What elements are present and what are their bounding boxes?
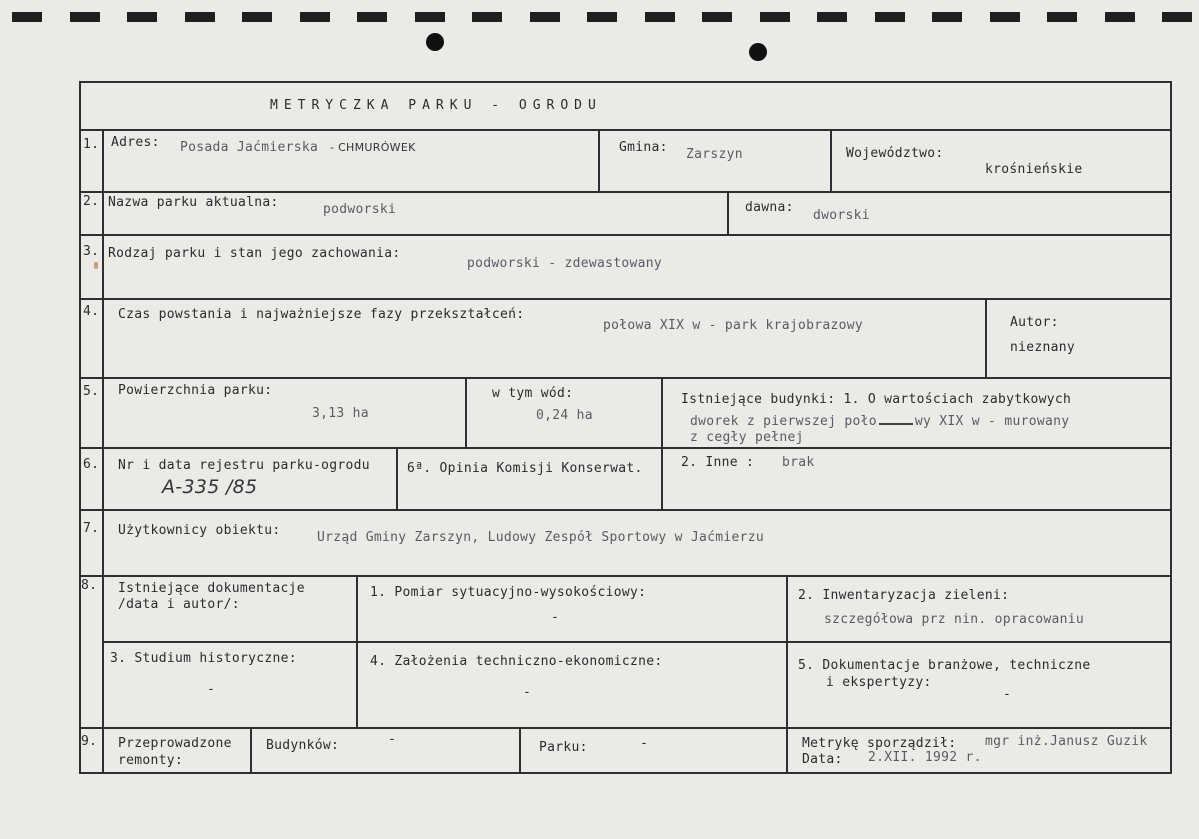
perforation-mark — [760, 12, 790, 22]
row-number: 4. — [83, 304, 100, 319]
greenery-value: szczegółowa prz nin. opracowaniu — [824, 612, 1085, 627]
registry-handwritten-value: A-335 /85 — [162, 476, 258, 498]
perforation-mark — [185, 12, 215, 22]
documentation-label: Istniejące dokumentacje — [118, 581, 305, 596]
row-number: 2. — [83, 194, 100, 209]
survey-label: 1. Pomiar sytuacyjno-wysokościowy: — [370, 585, 647, 600]
perforation-mark — [242, 12, 272, 22]
park-name-label: Nazwa parku aktualna: — [108, 195, 279, 210]
water-value: 0,24 ha — [536, 408, 593, 423]
perforation-mark — [300, 12, 330, 22]
park-type-label: Rodzaj parku i stan jego zachowania: — [108, 246, 401, 261]
sector-docs-label-2: i ekspertyzy: — [826, 675, 932, 690]
technical-assumptions-value: - — [523, 685, 532, 700]
perforation-mark — [932, 12, 962, 22]
stain-mark — [94, 262, 98, 269]
park-name-value: podworski — [323, 202, 397, 217]
gmina-label: Gmina: — [619, 140, 668, 155]
renovations-label-2: remonty: — [118, 753, 184, 768]
users-value: Urząd Gminy Zarszyn, Ludowy Zespół Sportowy w Jaćmierzu — [317, 530, 764, 545]
park-renovation-label: Parku: — [539, 740, 588, 755]
address-handwritten: - CHMURÓWEK — [330, 141, 416, 154]
park-type-value: podworski - zdewastowany — [467, 256, 663, 271]
buildings-renovation-label: Budynków: — [266, 738, 340, 753]
row-number: 9. — [81, 734, 98, 749]
users-label: Użytkownicy obiektu: — [118, 523, 281, 538]
row-number: 7. — [83, 521, 100, 536]
row-number: 3. — [83, 244, 100, 259]
other-label: 2. Inne : — [681, 455, 755, 470]
buildings-renovation-value: - — [388, 732, 397, 747]
perforation-mark — [415, 12, 445, 22]
former-name-value: dworski — [813, 208, 870, 223]
sector-docs-label: 5. Dokumentacje branżowe, techniczne — [798, 658, 1091, 673]
water-label: w tym wód: — [492, 386, 574, 401]
perforation-mark — [127, 12, 157, 22]
origin-label: Czas powstania i najważniejsze fazy przekształceń: — [118, 307, 525, 322]
greenery-label: 2. Inwentaryzacja zieleni: — [798, 588, 1010, 603]
commission-opinion-label: 6ª. Opinia Komisji Konserwat. — [407, 461, 643, 476]
other-value: brak — [782, 455, 815, 470]
perforation-mark — [587, 12, 617, 22]
perforation-mark — [472, 12, 502, 22]
perforation-mark — [1162, 12, 1192, 22]
gmina-value: Zarszyn — [686, 147, 743, 162]
perforation-mark — [12, 12, 42, 22]
perforation-mark — [875, 12, 905, 22]
renovations-label: Przeprowadzone — [118, 736, 232, 751]
history-study-value: - — [207, 682, 216, 697]
date-value: 2.XII. 1992 r. — [868, 750, 982, 765]
perforation-mark — [1105, 12, 1135, 22]
area-label: Powierzchnia parku: — [118, 383, 273, 398]
row-number: 8. — [81, 578, 98, 593]
row-number: 6. — [83, 457, 100, 472]
registry-label: Nr i data rejestru parku-ogrodu — [118, 458, 370, 473]
perforation-mark — [530, 12, 560, 22]
address-label: Adres: — [111, 135, 160, 150]
form-title: METRYCZKA PARKU - OGRODU — [270, 98, 602, 113]
perforation-mark — [990, 12, 1020, 22]
history-study-label: 3. Studium historyczne: — [110, 651, 297, 666]
wojewodztwo-value: krośnieńskie — [985, 162, 1083, 177]
wojewodztwo-label: Województwo: — [846, 146, 944, 161]
prepared-by-value: mgr inż.Janusz Guzik — [985, 734, 1148, 749]
date-label: Data: — [802, 752, 843, 767]
perforation-mark — [702, 12, 732, 22]
perforation-mark — [70, 12, 100, 22]
buildings-label: Istniejące budynki: 1. O wartościach zabytkowych — [681, 392, 1072, 407]
prepared-by-label: Metrykę sporządził: — [802, 736, 957, 751]
sector-docs-value: - — [1003, 687, 1012, 702]
area-value: 3,13 ha — [312, 406, 369, 421]
perforation-mark — [357, 12, 387, 22]
technical-assumptions-label: 4. Założenia techniczno-ekonomiczne: — [370, 654, 663, 669]
perforation-mark — [1047, 12, 1077, 22]
author-label: Autor: — [1010, 315, 1059, 330]
former-name-label: dawna: — [745, 200, 794, 215]
punch-hole — [426, 33, 444, 51]
buildings-line-1: dworek z pierwszej poło wy XIX w - murowany — [690, 414, 1070, 429]
park-renovation-value: - — [640, 736, 649, 751]
buildings-line-2: z cegły pełnej — [690, 430, 804, 445]
perforation-mark — [645, 12, 675, 22]
punch-hole — [749, 43, 767, 61]
documentation-label-2: /data i autor/: — [118, 597, 240, 612]
survey-value: - — [551, 610, 560, 625]
author-value: nieznany — [1010, 340, 1076, 355]
row-number: 5. — [83, 384, 100, 399]
address-value: Posada Jaćmierska — [180, 140, 319, 155]
row-number: 1. — [83, 137, 100, 152]
perforation-mark — [817, 12, 847, 22]
origin-value: połowa XIX w - park krajobrazowy — [603, 318, 864, 333]
